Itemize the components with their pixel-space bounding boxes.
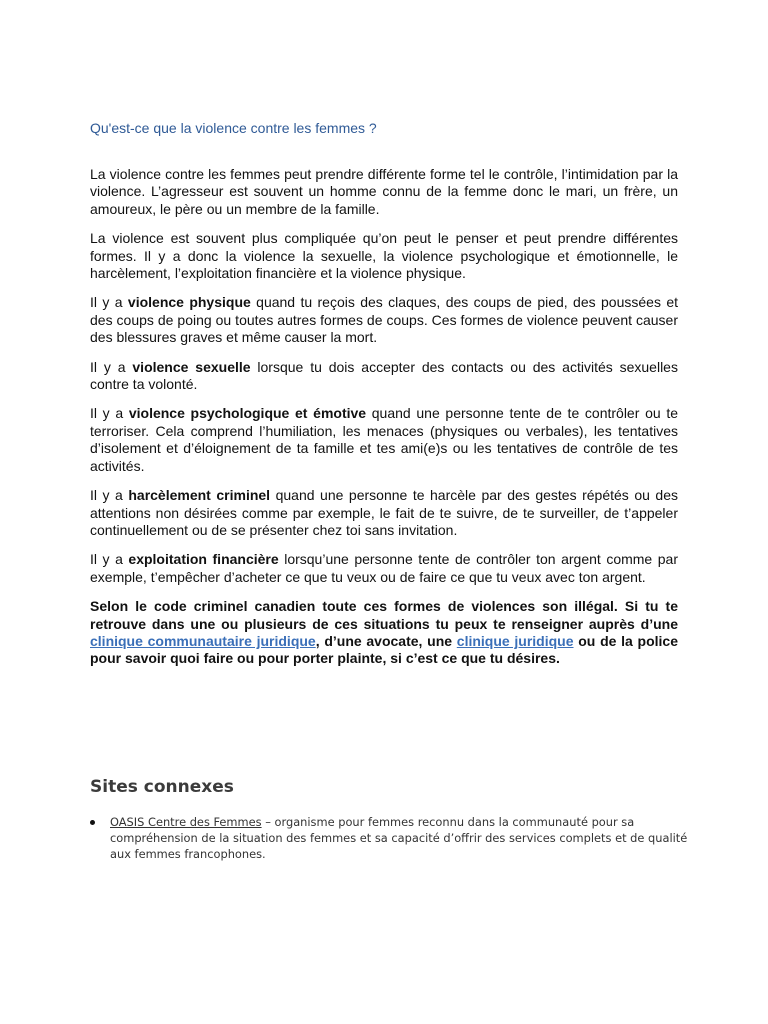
paragraph-text: quand tu reçois des claques, des coups de pied, des poussées et des coups de poing ou toutes autres formes de coups. Ces formes de violence peuvent causer des blessures graves et même causer la mort. (90, 294, 678, 346)
bold-term: harcèlement criminel (128, 487, 271, 504)
list-item-text: – organisme pour femmes reconnu dans la communauté pour sa compréhension de la situation des femmes et sa capacité d’offrir des services complets et de qualité aux femmes francophones. (110, 815, 688, 862)
paragraph-text: lorsqu’une personne tente de contrôler ton argent comme par exemple, t’empêcher d’acheter ce que tu veux ou de faire ce que tu veux avec ton argent. (90, 551, 678, 585)
paragraph-text: Selon le code criminel canadien toute ces formes de violences son illégal. Si tu te retrouve dans une ou plusieurs de ces situations tu peux te renseigner auprès d’une (90, 598, 678, 632)
bold-term: violence physique (127, 294, 251, 311)
page-title: Qu'est-ce que la violence contre les femmes ? (90, 120, 377, 136)
legal-clinic-link[interactable]: clinique juridique (456, 632, 574, 649)
paragraph-intro: La violence contre les femmes peut prendre différente forme tel le contrôle, l’intimidation par la violence. L’agresseur est souvent un homme connu de la femme donc le mari, un frère, un amoureux, le père ou un membre de la famille. (90, 166, 678, 217)
article-content (90, 118, 678, 668)
paragraph-criminal-harassment (90, 487, 678, 539)
paragraph-text: quand une personne te harcèle par des gestes répétés ou des attentions non désirées comme par exemple, le fait de te suivre, de te surveiller, de t’appeler continuellement ou de se présenter chez toi sans invitation. (90, 487, 678, 538)
paragraph-forms: La violence est souvent plus compliquée qu’on peut le penser et peut prendre différentes formes. Il y a donc la violence la sexuelle, la violence psychologique et émotionnelle, le harcèlement, l’exploitation financière et la violence physique. (90, 230, 678, 282)
paragraph-text: Il y a (90, 358, 133, 375)
paragraph-psychological-violence (90, 405, 678, 475)
bold-term: violence sexuelle (132, 358, 251, 375)
paragraph-text: quand une personne tente de te contrôler ou te terroriser. Cela comprend l’humiliation, les menaces (physiques ou verbales), les tentatives d’isolement et d’éloignement de ta famille et tes ami(e)s ou les tentatives de contrôle de tes activités. (90, 405, 678, 474)
paragraph-text: , d’une avocate, une (315, 632, 457, 649)
paragraph-text: ou de la police pour savoir quoi faire ou pour porter plainte, si c’est ce que tu désires. (90, 632, 678, 667)
paragraph-physical-violence (90, 294, 678, 346)
paragraph-text: lorsque tu dois accepter des contacts ou des activités sexuelles contre ta volonté. (90, 358, 678, 393)
paragraph-legal-notice (90, 598, 678, 668)
paragraph-text: Il y a (90, 551, 129, 568)
paragraph-text: Il y a (90, 294, 128, 311)
paragraph-financial-exploitation (90, 551, 678, 586)
paragraph-text: Il y a (90, 405, 129, 422)
bullet-icon (90, 820, 95, 825)
bold-term: exploitation financière (128, 551, 279, 568)
community-legal-clinic-link[interactable]: clinique communautaire juridique (90, 632, 316, 649)
related-sites-section (90, 776, 690, 863)
paragraph-sexual-violence (90, 359, 678, 394)
bold-term: violence psychologique et émotive (128, 405, 367, 422)
paragraph-text: Il y a (90, 487, 129, 504)
list-item (90, 814, 690, 863)
related-sites-title: Sites connexes (90, 777, 234, 797)
oasis-link[interactable]: OASIS Centre des Femmes (110, 815, 262, 829)
